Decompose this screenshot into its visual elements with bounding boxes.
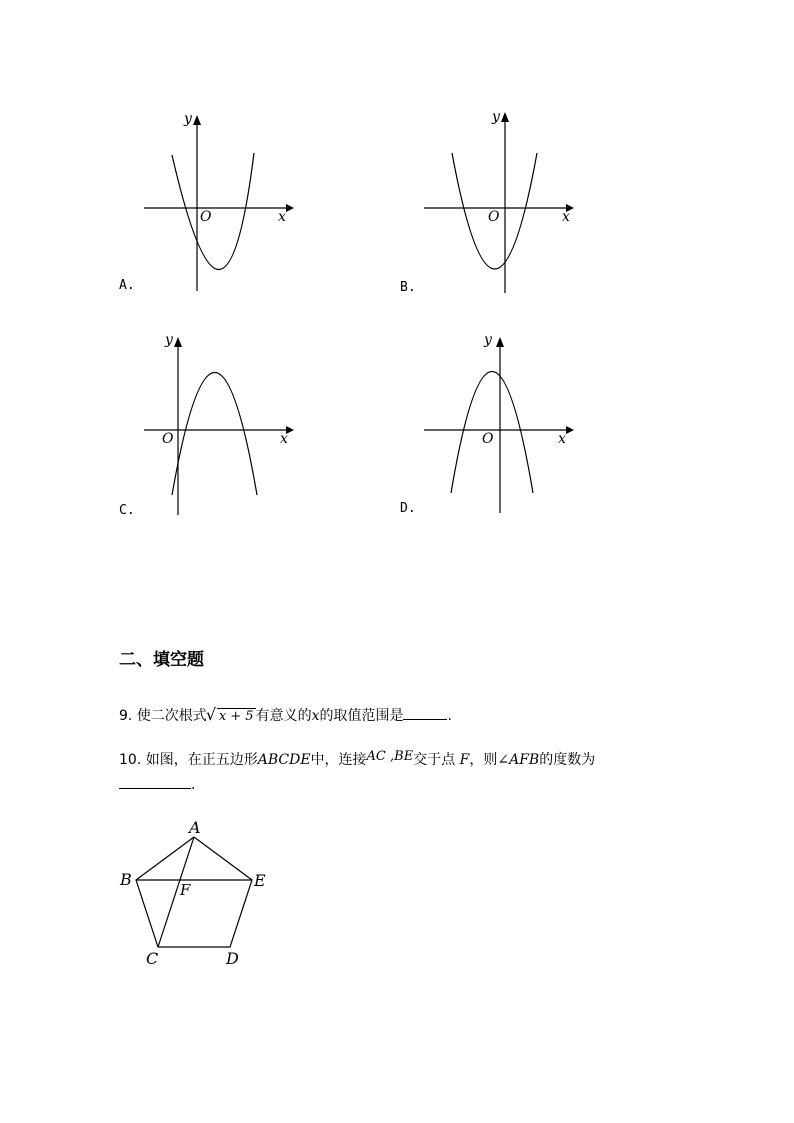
question-10 (119, 749, 595, 769)
vertex-c-label: C (146, 949, 159, 968)
graph-b (420, 105, 580, 300)
vertex-b-label: B (120, 870, 132, 889)
vertex-d-label: D (226, 949, 239, 968)
option-d-label: D. (400, 501, 416, 516)
option-b-label: B. (400, 280, 416, 295)
q9-text-b: 有意义的 (255, 708, 312, 724)
point-f-label: F (180, 881, 191, 899)
sqrt-radicand: x + 5 (218, 709, 254, 724)
graph-a-y-label: y (184, 111, 192, 127)
question-9 (119, 705, 452, 725)
section-title: 二、填空题 (119, 650, 204, 670)
q10-answer-line (119, 774, 195, 793)
q10-text-e: 的度数为 (539, 752, 596, 768)
graph-b-origin-label: O (488, 209, 500, 225)
q10-angle: ∠AFB (497, 752, 540, 768)
q10-answer-blank[interactable] (119, 774, 191, 789)
q9-text-a: 使二次根式 (136, 708, 207, 724)
graph-d (420, 330, 580, 520)
option-a-label: A. (119, 278, 135, 293)
pentagon-figure (110, 815, 280, 975)
graph-d-y-label: y (484, 332, 492, 348)
graph-c-y-label: y (165, 332, 173, 348)
graph-b-x-label: x (562, 209, 570, 225)
graph-c (140, 330, 300, 520)
q10-point: F (459, 752, 470, 768)
graph-c-x-label: x (280, 431, 288, 447)
graph-d-x-label: x (558, 431, 566, 447)
vertex-a-label: A (189, 818, 201, 837)
sqrt-expression: √ x + 5 (205, 705, 254, 724)
option-c-label: C. (119, 503, 135, 518)
q10-segments: AC ,BE (366, 749, 414, 764)
graph-a-origin-label: O (200, 209, 212, 225)
graph-b-y-label: y (492, 109, 500, 125)
q10-end: . (191, 777, 196, 793)
graph-a (140, 105, 300, 300)
q9-text-c: 的取值范围是 (319, 708, 404, 724)
q9-var: x (311, 708, 320, 724)
q9-end: . (447, 708, 452, 724)
q9-number: 9. (119, 708, 133, 724)
graph-d-origin-label: O (482, 431, 494, 447)
q10-number: 10. (119, 752, 142, 768)
q10-text-a: 如图，在正五边形 (145, 752, 258, 768)
q10-text-b: 中，连接 (310, 752, 367, 768)
q10-text-d: ，则 (469, 752, 498, 768)
q9-answer-blank[interactable] (403, 705, 447, 720)
q10-polygon: ABCDE (257, 752, 311, 768)
graph-a-x-label: x (278, 209, 286, 225)
vertex-e-label: E (254, 871, 266, 890)
q10-text-c: 交于点 (413, 752, 456, 768)
graph-c-origin-label: O (162, 431, 174, 447)
